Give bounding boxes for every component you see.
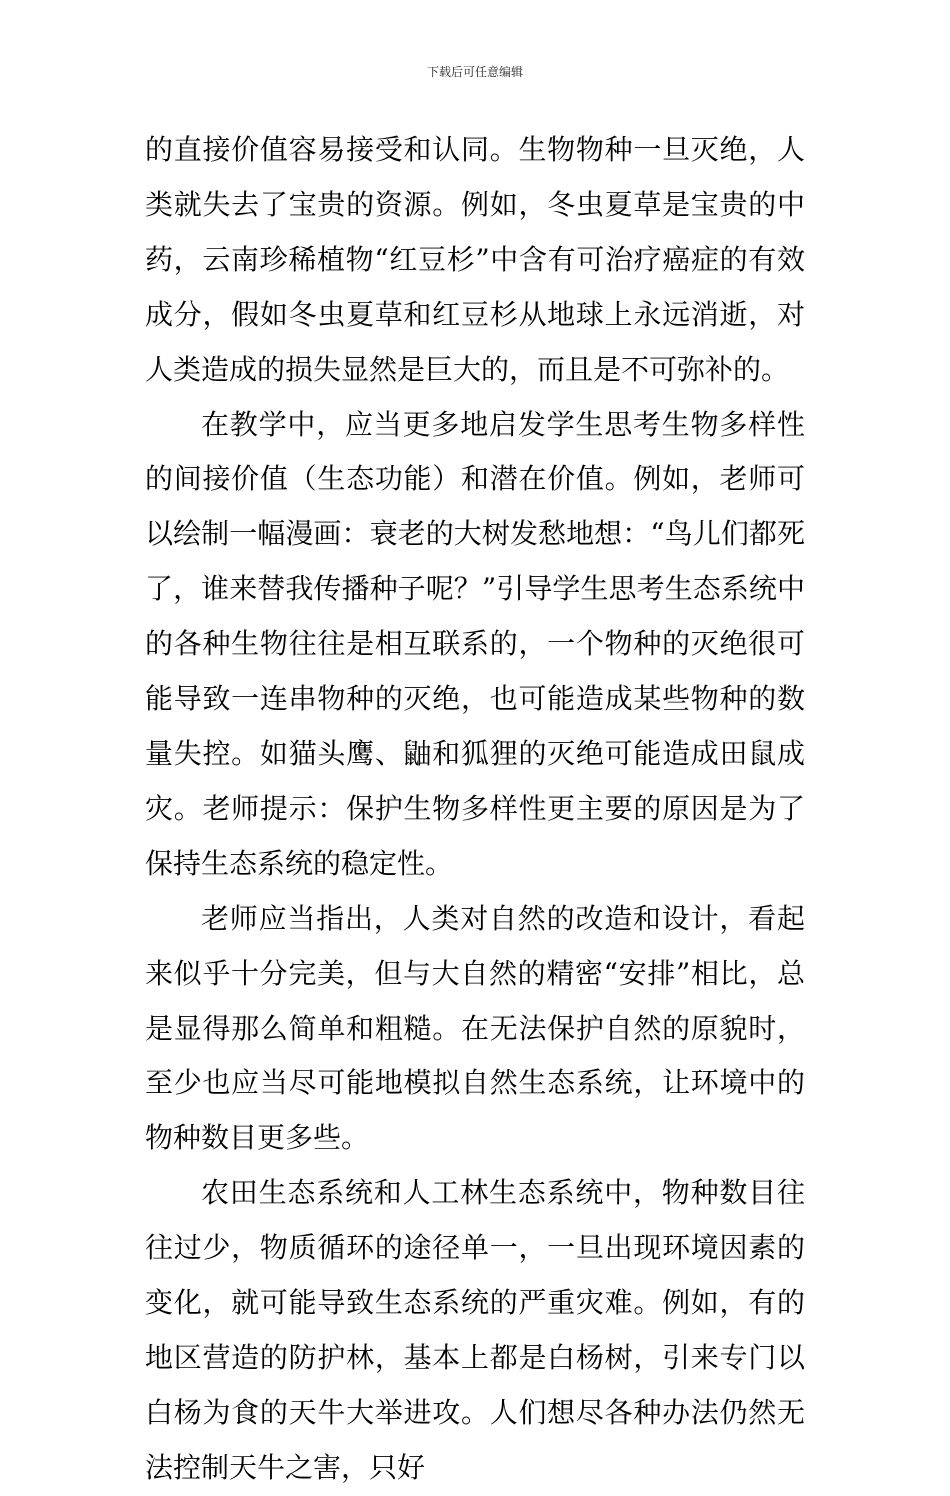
page-header-note: 下载后可任意编辑 xyxy=(426,65,523,79)
paragraph-2: 在教学中，应当更多地启发学生思考生物多样性的间接价值（生态功能）和潜在价值。例如，老师可以绘制一幅漫画：衰老的大树发愁地想：“鸟儿们都死了，谁来替我传播种子呢？”引导学生思考生态系统中的各种生物往往是相互联系的，一个物种的灭绝很可能导致一连串物种的灭绝，也可能造成某些物种的数量失控。如猫头鹰、鼬和狐狸的灭绝可能造成田鼠成灾。老师提示：保护生物多样性更主要的原因是为了保持生态系统的稳定性。 xyxy=(145,407,805,880)
paragraph-1: 的直接价值容易接受和认同。生物物种一旦灭绝，人类就失去了宝贵的资源。例如，冬虫夏草是宝贵的中药，云南珍稀植物“红豆杉”中含有可治疗癌症的有效成分，假如冬虫夏草和红豆杉从地球上永远消逝，对人类造成的损失显然是巨大的，而且是不可弥补的。 xyxy=(145,133,805,386)
paragraph-3: 老师应当指出，人类对自然的改造和设计，看起来似乎十分完美，但与大自然的精密“安排”相比，总是显得那么简单和粗糙。在无法保护自然的原貌时，至少也应当尽可能地模拟自然生态系统，让环境中的物种数目更多些。 xyxy=(145,901,805,1155)
body-text xyxy=(145,123,805,1496)
paragraph-4: 农田生态系统和人工林生态系统中，物种数目往往过少，物质循环的途径单一，一旦出现环境因素的变化，就可能导致生态系统的严重灾难。例如，有的地区营造的防护林，基本上都是白杨树，引来专门以白杨为食的天牛大举进攻。人们想尽各种办法仍然无法控制天牛之害，只好 xyxy=(145,1176,805,1484)
